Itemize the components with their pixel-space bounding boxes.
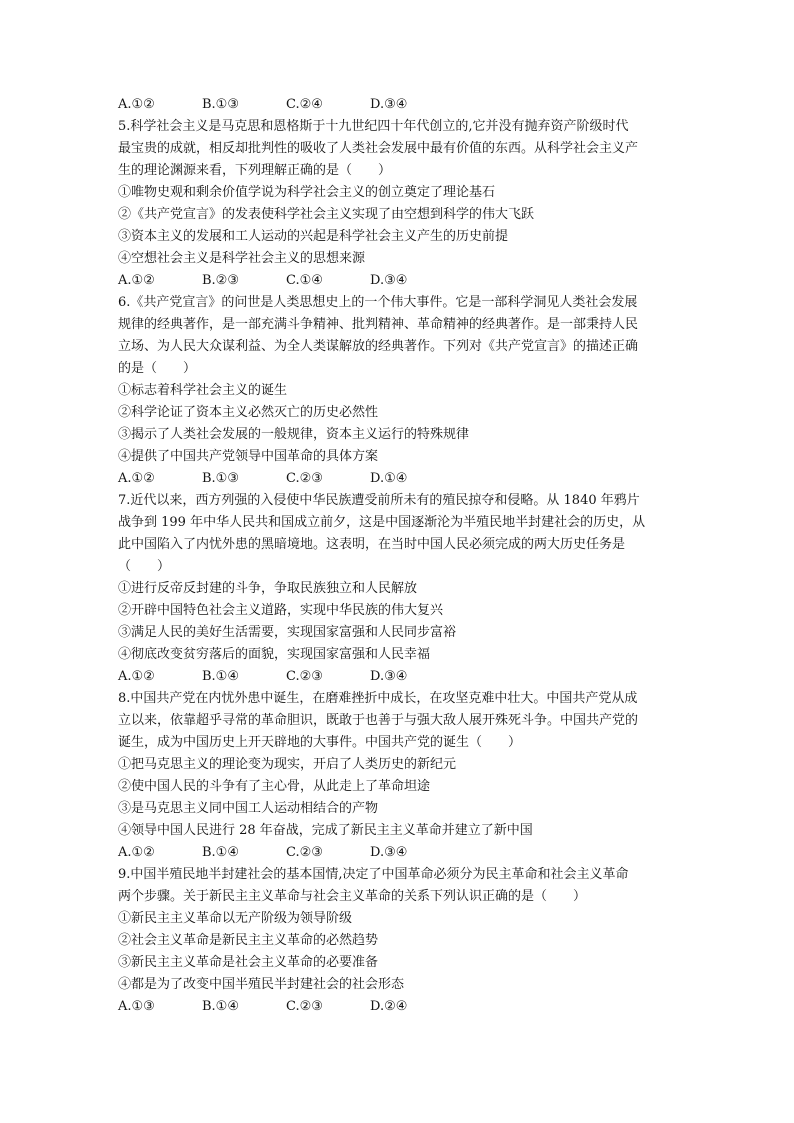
question-9 — [118, 864, 684, 1018]
question-5 — [118, 116, 684, 292]
option-b: B.①③ — [202, 471, 239, 486]
option-c: C.②③ — [286, 471, 323, 486]
answer-options — [118, 270, 684, 292]
statement-item: ③满足人民的美好生活需要，实现国家富强和人民同步富裕 — [118, 625, 457, 640]
answer-options — [118, 996, 684, 1018]
answer-options — [118, 842, 684, 864]
question-stem-line: 诞生，成为中国历史上开天辟地的大事件。中国共产党的诞生（ ） — [118, 735, 522, 750]
statement-item: ④都是为了改变中国半殖民半封建社会的社会形态 — [118, 977, 405, 992]
question-stem-line: 生的理论渊源来看，下列理解正确的是（ ） — [118, 163, 392, 178]
option-a: A.①② — [118, 471, 155, 486]
question-7 — [118, 490, 684, 688]
option-d: D.③④ — [370, 273, 408, 288]
option-c: C.②④ — [286, 97, 323, 112]
question-stem-line: 5.科学社会主义是马克思和恩格斯于十九世纪四十年代创立的,它并没有抛弃资产阶级时代 — [118, 119, 629, 134]
question-stem-line: （ ） — [118, 559, 171, 574]
option-d: D.③④ — [370, 669, 408, 684]
option-c: C.②③ — [286, 669, 323, 684]
statement-item: ②社会主义革命是新民主主义革命的必然趋势 — [118, 933, 379, 948]
question-stem-line: 此中国陷入了内忧外患的黑暗境地。这表明，在当时中国人民必须完成的两大历史任务是 — [118, 537, 626, 552]
option-a: A.①③ — [118, 999, 155, 1014]
statement-item: ②开辟中国特色社会主义道路，实现中华民族的伟大复兴 — [118, 603, 444, 618]
statement-item: ①新民主主义革命以无产阶级为领导阶级 — [118, 911, 353, 926]
option-d: D.②④ — [370, 999, 408, 1014]
option-c: C.②③ — [286, 845, 323, 860]
option-d: D.①④ — [370, 471, 408, 486]
option-c: C.①④ — [286, 273, 323, 288]
question-stem-line: 6.《共产党宣言》的问世是人类思想史上的一个伟大事件。它是一部科学洞见人类社会发展 — [118, 295, 638, 310]
statement-item: ④提供了中国共产党领导中国革命的具体方案 — [118, 449, 379, 464]
statement-item: ③揭示了人类社会发展的一般规律，资本主义运行的特殊规律 — [118, 427, 470, 442]
option-a: A.①② — [118, 273, 155, 288]
answer-options — [118, 666, 684, 688]
question-8 — [118, 688, 684, 864]
question-stem-line: 立场、为人民大众谋利益、为全人类谋解放的经典著作。下列对《共产党宣言》的描述正确 — [118, 339, 639, 354]
option-a: A.①② — [118, 669, 155, 684]
option-d: D.③④ — [370, 97, 408, 112]
statement-item: ②使中国人民的斗争有了主心骨，从此走上了革命坦途 — [118, 779, 431, 794]
option-b: B.①④ — [202, 999, 239, 1014]
statement-item: ④领导中国人民进行 28 年奋战，完成了新民主主义革命并建立了新中国 — [118, 823, 533, 838]
option-c: C.②③ — [286, 999, 323, 1014]
statement-item: ②科学论证了资本主义必然灭亡的历史必然性 — [118, 405, 379, 420]
option-b: B.①③ — [202, 97, 239, 112]
statement-item: ③新民主主义革命是社会主义革命的必要准备 — [118, 955, 379, 970]
question-4-options — [118, 94, 684, 116]
question-stem-line: 最宝贵的成就，相反却批判性的吸收了人类社会发展中最有价值的东西。从科学社会主义产 — [118, 141, 639, 156]
statement-item: ①唯物史观和剩余价值学说为科学社会主义的创立奠定了理论基石 — [118, 185, 496, 200]
answer-options — [118, 468, 684, 490]
statement-item: ①进行反帝反封建的斗争，争取民族独立和人民解放 — [118, 581, 418, 596]
statement-item: ②《共产党宣言》的发表使科学社会主义实现了由空想到科学的伟大飞跃 — [118, 207, 535, 222]
statement-item: ①把马克思主义的理论变为现实，开启了人类历史的新纪元 — [118, 757, 457, 772]
statement-item: ①标志着科学社会主义的诞生 — [118, 383, 288, 398]
statement-item: ④空想社会主义是科学社会主义的思想来源 — [118, 251, 366, 266]
question-6 — [118, 292, 684, 490]
document-page — [118, 94, 684, 1018]
option-a: A.①② — [118, 845, 155, 860]
question-stem-line: 立以来，依靠超乎寻常的革命胆识，既敢于也善于与强大敌人展开殊死斗争。中国共产党的 — [118, 713, 639, 728]
statement-item: ③是马克思主义同中国工人运动相结合的产物 — [118, 801, 379, 816]
question-stem-line: 战争到 199 年中华人民共和国成立前夕，这是中国逐渐沦为半殖民地半封建社会的历史，从 — [118, 515, 646, 530]
question-stem-line: 两个步骤。关于新民主主义革命与社会主义革命的关系下列认识正确的是（ ） — [118, 889, 587, 904]
question-stem-line: 规律的经典著作，是一部充满斗争精神、批判精神、革命精神的经典著作。是一部秉持人民 — [118, 317, 639, 332]
option-a: A.①② — [118, 97, 155, 112]
statement-item: ③资本主义的发展和工人运动的兴起是科学社会主义产生的历史前提 — [118, 229, 509, 244]
option-b: B.①④ — [202, 845, 239, 860]
question-stem-line: 9.中国半殖民地半封建社会的基本国情,决定了中国革命必须分为民主革命和社会主义革命 — [118, 867, 629, 882]
question-stem-line: 8.中国共产党在内忧外患中诞生，在磨难挫折中成长，在攻坚克难中壮大。中国共产党从成 — [118, 691, 638, 706]
option-d: D.③④ — [370, 845, 408, 860]
statement-item: ④彻底改变贫穷落后的面貌，实现国家富强和人民幸福 — [118, 647, 431, 662]
question-stem-line: 的是（ ） — [118, 361, 197, 376]
option-b: B.①④ — [202, 669, 239, 684]
option-b: B.②③ — [202, 273, 239, 288]
question-stem-line: 7.近代以来，西方列强的入侵使中华民族遭受前所未有的殖民掠夺和侵略。从 1840 年鸦片 — [118, 493, 640, 508]
